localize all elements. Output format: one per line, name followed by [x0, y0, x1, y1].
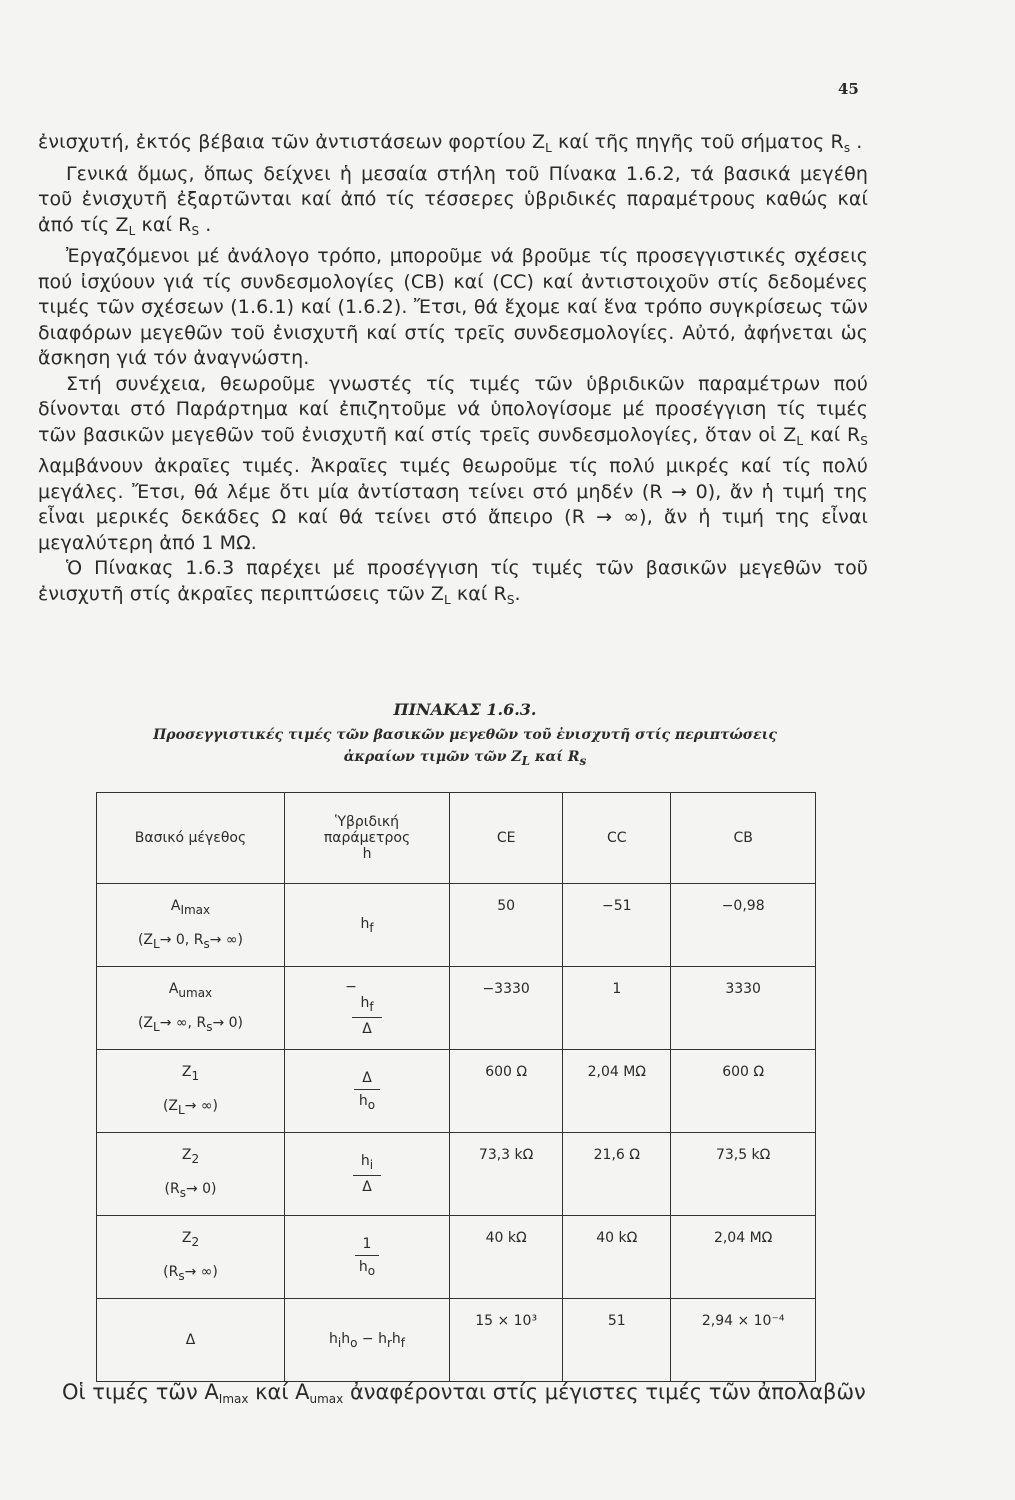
- hybrid-cell: [285, 1133, 450, 1216]
- condition-a: (R: [163, 1264, 179, 1280]
- quantity-main: A: [170, 898, 181, 914]
- condition-sub2: s: [203, 937, 210, 951]
- table-caption: [120, 724, 810, 772]
- numerator-base: h: [360, 1153, 370, 1169]
- hybrid-cell: [285, 1299, 450, 1382]
- paragraph-2-part-1: L: [128, 223, 136, 238]
- condition-c: → 0): [212, 1015, 244, 1031]
- table-caption-line2b: καί R: [530, 749, 580, 765]
- header-hybrid-line3: h: [362, 846, 372, 862]
- value-ce: 50: [450, 884, 563, 967]
- quantity-main: Z: [181, 1147, 192, 1163]
- paragraph-1-part-1: L: [545, 141, 552, 155]
- quantity-sub: 1: [191, 1069, 200, 1083]
- fraction-denominator: [352, 1018, 381, 1037]
- hybrid-fraction: [353, 1153, 381, 1195]
- value-cc: 2,04 MΩ: [563, 1050, 671, 1133]
- condition-sub1: s: [178, 1269, 185, 1283]
- value-cc: 21,6 Ω: [563, 1133, 671, 1216]
- table-row: [97, 1216, 816, 1299]
- header-cb: CB: [671, 793, 816, 884]
- quantity-condition: [103, 1174, 278, 1208]
- paragraph-4-part-2: καί R: [803, 423, 861, 446]
- hybrid-fraction: [352, 979, 381, 1037]
- quantity-cell: [97, 1216, 285, 1299]
- numerator-sub: i: [369, 1158, 374, 1172]
- paragraph-3: [38, 244, 868, 372]
- quantity-cell: [97, 884, 285, 967]
- hybrid-cell: [285, 1216, 450, 1299]
- body-text: [38, 130, 868, 613]
- quantity-main: Z: [181, 1230, 192, 1246]
- table-row: [97, 884, 816, 967]
- quantity-symbol: [103, 1140, 278, 1174]
- header-ce: CE: [450, 793, 563, 884]
- value-cc: 51: [563, 1299, 671, 1382]
- condition-sub2: s: [206, 1020, 213, 1034]
- denominator-sub: o: [367, 1098, 376, 1112]
- values-table: [96, 792, 816, 1382]
- header-hybrid: [285, 793, 450, 884]
- quantity-sub: umax: [178, 986, 213, 1000]
- header-cc: CC: [563, 793, 671, 884]
- paragraph-1-part-4: .: [850, 131, 863, 153]
- condition-a: (Z: [162, 1098, 179, 1114]
- hybrid-expr-part-5: r: [386, 1335, 392, 1350]
- value-ce: −3330: [450, 967, 563, 1050]
- value-cc: −51: [563, 884, 671, 967]
- footer-part-2: καί A: [248, 1380, 310, 1404]
- denominator-base: h: [358, 1093, 368, 1109]
- paragraph-4-part-3: S: [860, 433, 868, 448]
- condition-a: (Z: [137, 1015, 154, 1031]
- footer-part-3: umax: [309, 1392, 344, 1406]
- footer-text: [62, 1380, 902, 1406]
- table-row: [97, 1050, 816, 1133]
- paragraph-3-part-0: Ἐργαζόμενοι μέ ἀνάλογο τρόπο, μποροῦμε νά βροῦμε τίς προσεγγιστικές σχέσεις πού ἰσχύουν γιά τίς συνδεσμολογίες (CB) καί (CC) καί ἀντιστοιχοῦν στίς δεδομένες τιμές τῶν σχέσεων (1.6.1) καί (1.6.2). Ἔτσι, θά ἔχομε καί ἕνα τρόπο συγκρίσεως τῶν διαφόρων μεγεθῶν τοῦ ἐνισχυτῆ καί στίς τρεῖς συνδεσμολογίες. Αὐτό, ἀφήνεται ὡς ἄσκηση γιά τόν ἀναγνώστη.: [38, 245, 868, 369]
- value-cb: 73,5 kΩ: [671, 1133, 816, 1216]
- fraction-numerator: [353, 1153, 381, 1176]
- table-title: ΠΙΝΑΚΑΣ 1.6.3.: [393, 700, 537, 719]
- paragraph-2-part-3: S: [191, 223, 200, 238]
- paragraph-5-part-1: L: [443, 592, 451, 607]
- value-cb: 3330: [671, 967, 816, 1050]
- condition-b: → ∞): [184, 1264, 218, 1280]
- fraction-denominator: [354, 1090, 380, 1112]
- numerator-base: Δ: [362, 1070, 372, 1086]
- header-hybrid-line1: Ὑβριδική: [335, 814, 399, 830]
- table-caption-line1: Προσεγγιστικές τιμές τῶν βασικῶν μεγεθῶν τοῦ ἐνισχυτῆ στίς περιπτώσεις: [153, 727, 777, 743]
- value-cc: 40 kΩ: [563, 1216, 671, 1299]
- value-ce: 600 Ω: [450, 1050, 563, 1133]
- hybrid-expr-part-6: h: [391, 1330, 401, 1347]
- footer-part-1: Imax: [218, 1392, 249, 1406]
- value-ce: 15 × 10³: [450, 1299, 563, 1382]
- quantity-cell: [97, 967, 285, 1050]
- numerator-base: 1: [362, 1236, 372, 1252]
- denominator-sub: o: [367, 1264, 376, 1278]
- value-cc: 1: [563, 967, 671, 1050]
- footer-part-0: Οἱ τιμές τῶν A: [62, 1380, 219, 1404]
- header-hybrid-line2: παράμετρος: [323, 830, 411, 846]
- quantity-symbol: [103, 974, 278, 1008]
- condition-b: → ∞): [184, 1098, 219, 1114]
- quantity-main: Δ: [185, 1332, 196, 1348]
- numerator-sub: f: [369, 1000, 374, 1014]
- hybrid-cell: [285, 1050, 450, 1133]
- hybrid-cell: [285, 884, 450, 967]
- fraction-numerator: [354, 1070, 380, 1090]
- table-caption-line2a: ἀκραίων τιμῶν τῶν Z: [343, 749, 522, 765]
- fraction-numerator: [355, 1236, 380, 1256]
- fraction-denominator: [355, 1256, 380, 1278]
- value-cb: 2,94 × 10⁻⁴: [671, 1299, 816, 1382]
- condition-b: → 0): [185, 1181, 217, 1197]
- denominator-base: h: [358, 1259, 368, 1275]
- denominator-base: Δ: [362, 1179, 372, 1195]
- hybrid-fraction: [354, 1070, 380, 1112]
- footer-part-4: ἀναφέρονται στίς μέγιστες τιμές τῶν ἀπολαβῶν: [343, 1380, 866, 1404]
- quantity-symbol: [103, 891, 278, 925]
- paragraph-1-part-0: ἐνισχυτή, ἐκτός βέβαια τῶν ἀντιστάσεων φορτίου Z: [38, 131, 546, 153]
- quantity-main: A: [168, 981, 179, 997]
- quantity-sub: Imax: [180, 903, 211, 917]
- quantity-symbol: [103, 1057, 278, 1091]
- quantity-sub: 2: [191, 1152, 200, 1166]
- page-number: 45: [838, 80, 859, 98]
- fraction-denominator: [353, 1176, 381, 1195]
- hybrid-fraction: [355, 1236, 380, 1278]
- table-row: [97, 967, 816, 1050]
- paragraph-4: [38, 372, 868, 557]
- quantity-sub: 2: [191, 1235, 200, 1249]
- header-quantity: Βασικό μέγεθος: [97, 793, 285, 884]
- paragraph-4-part-4: λαμβάνουν ἀκραῖες τιμές. Ἀκραῖες τιμές θεωροῦμε τίς πολύ μικρές καί τίς πολύ μεγάλες. Ἔτσι, θά λέμε ὅτι μία ἀντίσταση τείνει στό μηδέν (R → 0), ἄν ἡ τιμή της εἶναι μερικές δεκάδες Ω καί θά τείνει στό ἄπειρο (R → ∞), ἄν ἡ τιμή της εἶναι μεγαλύτερη ἀπό 1 MΩ.: [38, 455, 868, 554]
- paragraph-1: [38, 130, 868, 162]
- hybrid-expr-part-4: − h: [357, 1330, 387, 1347]
- denominator-base: Δ: [362, 1021, 372, 1037]
- paragraph-5-part-0: Ὁ Πίνακας 1.6.3 παρέχει μέ προσέγγιση τίς τιμές τῶν βασικῶν μεγεθῶν τοῦ ἐνισχυτῆ στίς ἀκραῖες περιπτώσεις τῶν Z: [38, 557, 868, 605]
- condition-sub1: L: [153, 937, 160, 951]
- paragraph-1-part-2: καί τῆς πηγῆς τοῦ σήματος R: [551, 131, 844, 153]
- condition-a: (R: [164, 1181, 180, 1197]
- quantity-condition: [103, 1257, 278, 1291]
- paragraph-2-part-4: .: [199, 213, 212, 236]
- paragraph-4-part-0: Στή συνέχεια, θεωροῦμε γνωστές τίς τιμές τῶν ὑβριδικῶν παραμέτρων πού δίνονται στό Παράρτημα καί ἐπιζητοῦμε νά ὑπολογίσομε μέ προσέγγιση τίς τιμές τῶν βασικῶν μεγεθῶν τοῦ ἐνισχυτῆ καί στίς τρεῖς συνδεσμολογίες, ὅταν οἱ Z: [38, 372, 868, 446]
- quantity-cell: [97, 1133, 285, 1216]
- hybrid-expr-part-7: f: [400, 1335, 405, 1350]
- condition-b: → 0, R: [159, 932, 204, 948]
- hybrid-sub: f: [369, 920, 374, 935]
- value-cb: 2,04 MΩ: [671, 1216, 816, 1299]
- quantity-symbol: [103, 1223, 278, 1257]
- quantity-condition: [103, 925, 278, 959]
- table-row: [97, 1133, 816, 1216]
- paragraph-5-part-4: .: [514, 582, 521, 605]
- quantity-cell: [97, 1050, 285, 1133]
- paragraph-2-part-0: Γενικά ὅμως, ὅπως δείχνει ἡ μεσαία στήλη τοῦ Πίνακα 1.6.2, τά βασικά μεγέθη τοῦ ἐνισχυτῆ ἐξαρτῶνται καί ἀπό τίς τέσσερες ὑβριδικές παραμέτρους καθώς καί ἀπό τίς Z: [38, 162, 868, 236]
- paragraph-2: [38, 162, 868, 245]
- quantity-symbol: [103, 1325, 278, 1355]
- paragraph-1-part-3: s: [843, 141, 851, 155]
- numerator-base: h: [360, 995, 370, 1011]
- table-caption-sub2: s: [579, 754, 587, 768]
- hybrid-expr-part-1: i: [337, 1335, 342, 1350]
- quantity-condition: [103, 1091, 278, 1125]
- value-cb: 600 Ω: [671, 1050, 816, 1133]
- paragraph-5: [38, 556, 868, 613]
- quantity-cell: [97, 1299, 285, 1382]
- hybrid-expr-part-3: o: [350, 1335, 358, 1350]
- hybrid-expr-part-2: h: [341, 1330, 351, 1347]
- condition-b: → ∞, R: [159, 1015, 207, 1031]
- table-row: [97, 1299, 816, 1382]
- condition-sub1: s: [179, 1186, 186, 1200]
- hybrid-cell: [285, 967, 450, 1050]
- condition-sub1: L: [153, 1020, 160, 1034]
- value-cb: −0,98: [671, 884, 816, 967]
- paragraph-5-part-2: καί R: [450, 582, 507, 605]
- paragraph-5-part-3: S: [506, 592, 515, 607]
- paragraph-2-part-2: καί R: [135, 213, 192, 236]
- quantity-main: Z: [181, 1064, 192, 1080]
- condition-a: (Z: [137, 932, 154, 948]
- paragraph-4-part-1: L: [796, 433, 804, 448]
- hybrid-base: h: [360, 915, 370, 932]
- condition-c: → ∞): [209, 932, 244, 948]
- quantity-condition: [103, 1008, 278, 1042]
- value-ce: 73,3 kΩ: [450, 1133, 563, 1216]
- table-caption-sub1: L: [521, 754, 531, 768]
- fraction-numerator: [352, 995, 381, 1018]
- value-ce: 40 kΩ: [450, 1216, 563, 1299]
- table-header-row: [97, 793, 816, 884]
- condition-sub1: L: [178, 1103, 185, 1117]
- hybrid-expr-part-0: h: [329, 1330, 338, 1347]
